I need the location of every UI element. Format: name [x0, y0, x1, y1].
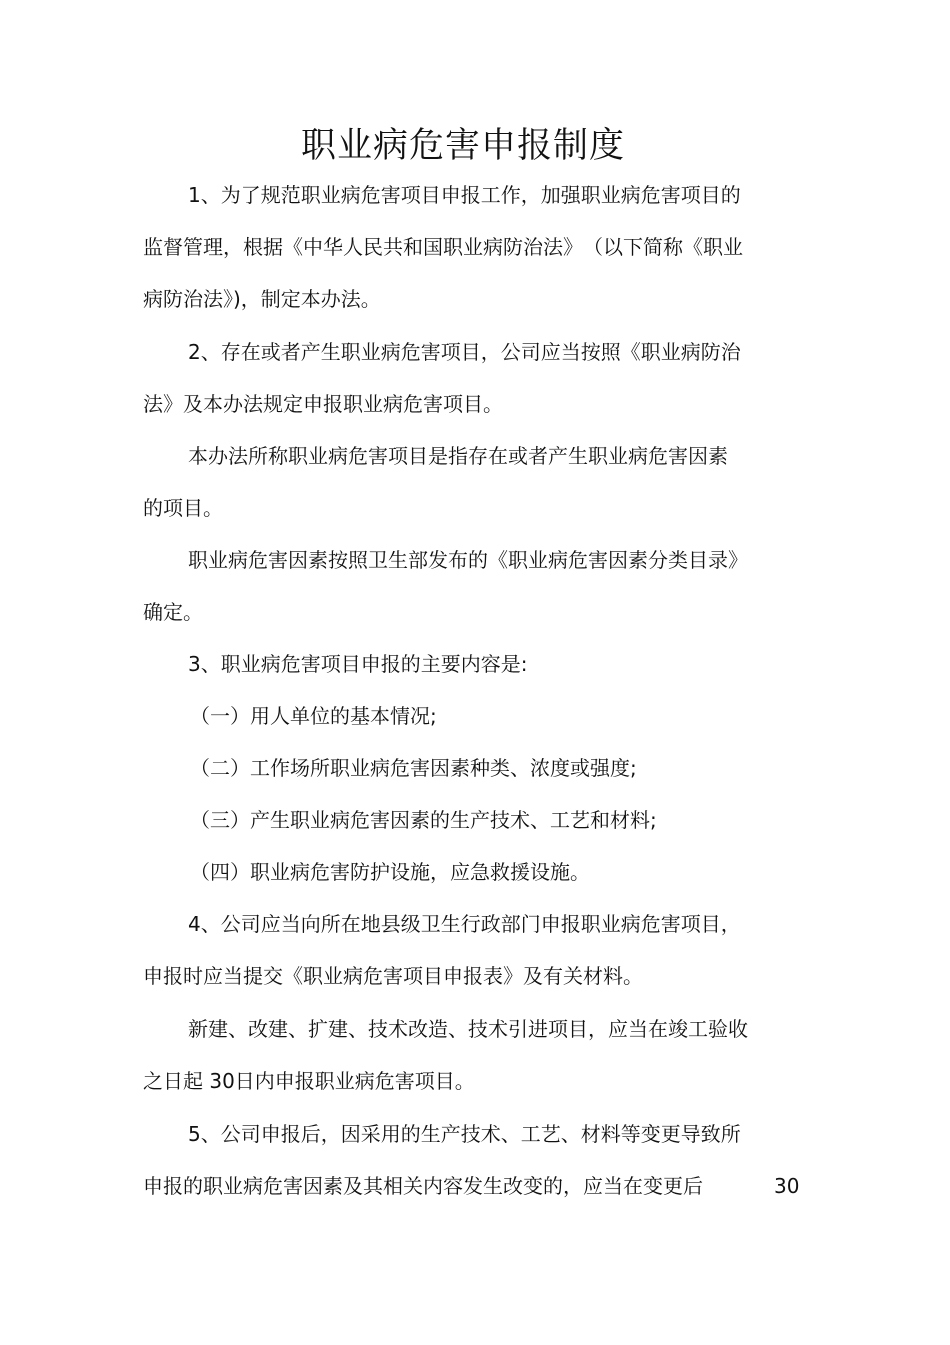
paragraph-line: 3、职业病危害项目申报的主要内容是:: [188, 652, 528, 676]
list-item: （二）工作场所职业病危害因素种类、浓度或强度;: [190, 756, 637, 780]
document-title: 职业病危害申报制度: [300, 126, 625, 166]
paragraph-line: 2、存在或者产生职业病危害项目，公司应当按照《职业病防治: [188, 340, 741, 364]
paragraph-line: 申报时应当提交《职业病危害项目申报表》及有关材料。: [143, 964, 643, 988]
paragraph-line: 法》及本办法规定申报职业病危害项目。: [143, 392, 503, 416]
paragraph-line: 确定。: [143, 600, 203, 624]
list-item: （四）职业病危害防护设施，应急救援设施。: [190, 860, 590, 884]
paragraph-line: 的项目。: [143, 496, 223, 520]
paragraph-line: 4、公司应当向所在地县级卫生行政部门申报职业病危害项目，: [188, 912, 741, 936]
list-item: （一）用人单位的基本情况;: [190, 704, 437, 728]
paragraph-line: 职业病危害因素按照卫生部发布的《职业病危害因素分类目录》: [188, 548, 748, 572]
paragraph-line: 监督管理，根据《中华人民共和国职业病防治法》 （以下简称《职业: [143, 235, 743, 259]
paragraph-line: 本办法所称职业病危害项目是指存在或者产生职业病危害因素: [188, 444, 728, 468]
paragraph-line: 之日起 30日内申报职业病危害项目。: [143, 1069, 475, 1093]
paragraph-line: 新建、改建、扩建、技术改造、技术引进项目，应当在竣工验收: [188, 1017, 748, 1041]
trailing-number: 30: [774, 1174, 800, 1198]
paragraph-line: 病防治法》)，制定本办法。: [143, 287, 381, 311]
paragraph-line: 5、公司申报后，因采用的生产技术、工艺、材料等变更导致所: [188, 1122, 741, 1146]
list-item: （三）产生职业病危害因素的生产技术、工艺和材料;: [190, 808, 657, 832]
paragraph-line: 申报的职业病危害因素及其相关内容发生改变的，应当在变更后: [143, 1174, 703, 1198]
paragraph-line: 1、为了规范职业病危害项目申报工作，加强职业病危害项目的: [188, 183, 741, 207]
